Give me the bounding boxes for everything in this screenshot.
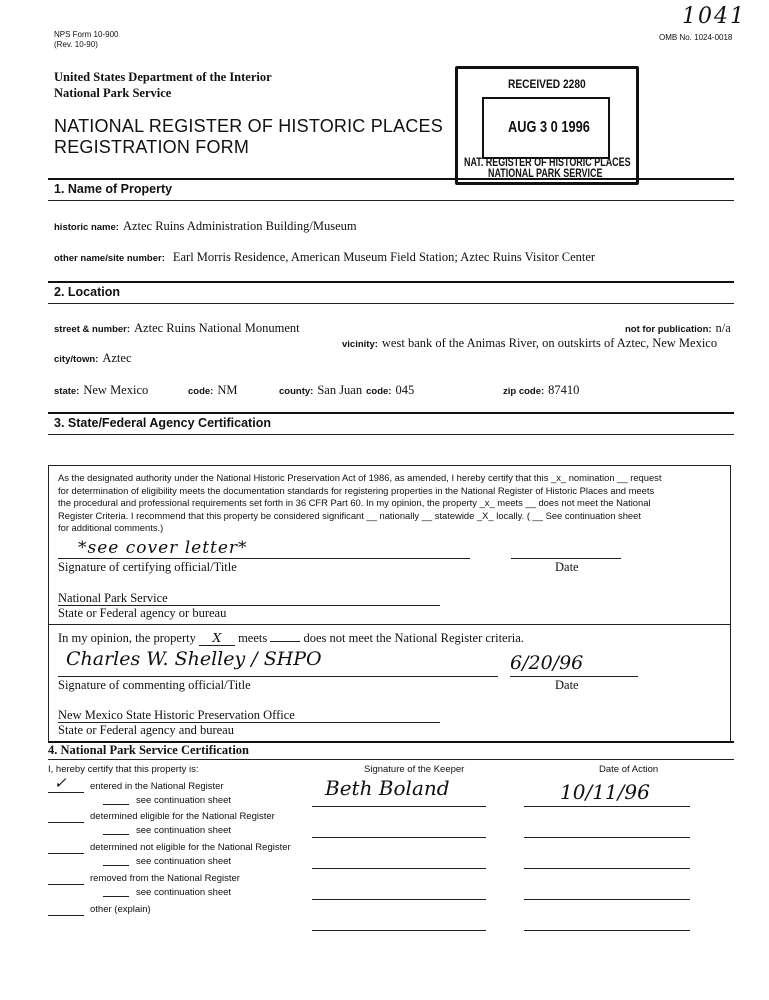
entered-checkmark: ✓	[54, 774, 67, 792]
stamp-received: RECEIVED 2280	[508, 77, 586, 91]
action-line-5	[524, 930, 690, 931]
section1-title-rule	[48, 200, 734, 201]
vicinity-label: vicinity:	[342, 339, 378, 350]
certifying-date-label: Date	[555, 560, 579, 574]
service-name: National Park Service	[54, 86, 172, 100]
keeper-line-3	[312, 868, 486, 869]
county-code-value: 045	[395, 383, 415, 397]
keeper-label: Signature of the Keeper	[364, 764, 465, 775]
historic-name-value: Aztec Ruins Administration Building/Museum	[122, 219, 357, 233]
stamp-date: AUG 3 0 1996	[508, 119, 590, 136]
vicinity-row	[342, 334, 717, 352]
opinion-meets: meets	[238, 631, 268, 645]
section4-intro: I, hereby certify that this property is:	[48, 764, 199, 775]
keeper-line-5	[312, 930, 486, 931]
received-stamp	[455, 66, 639, 185]
form-revision: (Rev. 10-90)	[54, 40, 98, 49]
street-row	[54, 319, 300, 337]
state-code-row	[188, 381, 238, 399]
state-code-label: code:	[188, 386, 214, 397]
item-entered-label: entered in the National Register	[90, 781, 224, 792]
entered-blank[interactable]	[48, 792, 84, 793]
keeper-line-4	[312, 899, 486, 900]
section2-title: 2. Location	[54, 285, 120, 299]
street-label: street & number:	[54, 324, 131, 335]
entered-continuation-label: see continuation sheet	[136, 795, 232, 806]
section3-title-rule	[48, 434, 734, 435]
opinion-row	[58, 630, 524, 646]
section4-title: 4. National Park Service Certification	[48, 743, 249, 757]
eligible-continuation-blank[interactable]	[103, 834, 129, 835]
not-for-publication-value: n/a	[715, 321, 731, 335]
section2-top-rule	[48, 281, 734, 283]
county-value: San Juan	[317, 383, 363, 397]
item-removed-label: removed from the National Register	[90, 873, 240, 884]
commenting-date-label: Date	[555, 678, 579, 692]
removed-continuation-blank[interactable]	[103, 896, 129, 897]
omb-number: OMB No. 1024-0018	[659, 33, 733, 42]
stamp-line2: NATIONAL PARK SERVICE	[488, 168, 603, 180]
commenting-date: 6/20/96	[510, 652, 584, 674]
action-date-label: Date of Action	[599, 764, 659, 775]
cert-line-5: for additional comments.)	[58, 522, 164, 533]
entered-continuation-blank[interactable]	[103, 804, 129, 805]
section1-title: 1. Name of Property	[54, 182, 173, 196]
action-line-1	[524, 806, 690, 807]
action-date: 10/11/96	[560, 780, 650, 804]
action-line-2	[524, 837, 690, 838]
item-not-eligible-label: determined not eligible for the National Register	[90, 842, 291, 853]
other-name-value: Earl Morris Residence, American Museum Field Station; Aztec Ruins Visitor Center	[172, 250, 596, 264]
vicinity-value: west bank of the Animas River, on outskirts of Aztec, New Mexico	[381, 336, 718, 350]
form-title-line2: REGISTRATION FORM	[54, 137, 250, 157]
not-eligible-continuation-label: see continuation sheet	[136, 856, 232, 867]
handwritten-cover-note: *see cover letter*	[78, 538, 248, 558]
removed-continuation-label: see continuation sheet	[136, 887, 232, 898]
agency1-label: State or Federal agency or bureau	[58, 606, 227, 620]
not-eligible-blank[interactable]	[48, 853, 84, 854]
item-other-label: other (explain)	[90, 904, 151, 915]
eligible-blank[interactable]	[48, 822, 84, 823]
certifying-signature-line	[58, 558, 470, 559]
cert-line-1: As the designated authority under the National Historic Preservation Act of 1986, as amended, I hereby certify that this _x_ nomination __ request	[58, 472, 662, 483]
form-number: NPS Form 10-900	[54, 30, 119, 39]
action-line-3	[524, 868, 690, 869]
keeper-line-2	[312, 837, 486, 838]
county-label: county:	[279, 386, 314, 397]
keeper-signature: Beth Boland	[325, 776, 450, 800]
action-line-4	[524, 899, 690, 900]
item-eligible-label: determined eligible for the National Register	[90, 811, 275, 822]
state-label: state:	[54, 386, 80, 397]
handwritten-number: 1041	[682, 4, 746, 29]
city-value: Aztec	[102, 351, 132, 365]
opinion-prefix: In my opinion, the property	[58, 631, 196, 645]
zip-row	[503, 381, 579, 399]
section2-title-rule	[48, 303, 734, 304]
agency2-value: New Mexico State Historic Preservation Office	[58, 708, 295, 722]
certifying-date-line	[511, 558, 621, 559]
other-name-label: other name/site number:	[54, 253, 165, 264]
agency1-value: National Park Service	[58, 591, 168, 605]
removed-blank[interactable]	[48, 884, 84, 885]
commenting-signature: Charles W. Shelley / SHPO	[66, 648, 322, 670]
state-code-value: NM	[217, 383, 238, 397]
historic-name-row	[54, 217, 357, 235]
section3-title: 3. State/Federal Agency Certification	[54, 416, 271, 430]
historic-name-label: historic name:	[54, 222, 119, 233]
zip-value: 87410	[548, 383, 580, 397]
certifying-signature-label: Signature of certifying official/Title	[58, 560, 237, 574]
opinion-mark: X	[199, 630, 235, 646]
opinion-blank	[270, 631, 300, 642]
opinion-rest: does not meet the National Register criteria.	[303, 631, 524, 645]
county-row	[279, 381, 414, 399]
section3-top-rule	[48, 412, 734, 414]
other-blank[interactable]	[48, 915, 84, 916]
certification-statement	[58, 472, 718, 535]
commenting-signature-label: Signature of commenting official/Title	[58, 678, 251, 692]
agency2-label: State or Federal agency and bureau	[58, 723, 234, 737]
city-row	[54, 349, 132, 367]
eligible-continuation-label: see continuation sheet	[136, 825, 232, 836]
keeper-line-1	[312, 806, 486, 807]
not-eligible-continuation-blank[interactable]	[103, 865, 129, 866]
state-row	[54, 381, 148, 399]
department-name: United States Department of the Interior	[54, 70, 272, 84]
county-code-label: code:	[366, 386, 392, 397]
state-value: New Mexico	[83, 383, 149, 397]
certification-divider	[48, 624, 730, 625]
street-value: Aztec Ruins National Monument	[134, 321, 300, 335]
section1-top-rule	[48, 178, 734, 180]
not-for-publication-label: not for publication:	[625, 324, 712, 335]
other-name-row	[54, 248, 595, 266]
cert-line-4: Register Criteria. I recommend that this property be considered significant __ nationally __ statewide _X_ locally. ( __ See continuation sheet	[58, 509, 641, 521]
stamp-line1: NAT. REGISTER OF HISTORIC PLACES	[464, 157, 631, 169]
cert-line-2: for determination of eligibility meets the documentation standards for registering properties in the National Register of Historic Places and meets	[58, 484, 655, 496]
city-label: city/town:	[54, 354, 99, 365]
cert-line-3: the procedural and professional requirements set forth in 36 CFR Part 60. In my opinion, the property _x_ meets __ does not meet the National	[58, 497, 651, 508]
form-title-line1: NATIONAL REGISTER OF HISTORIC PLACES	[54, 116, 443, 136]
zip-label: zip code:	[503, 386, 545, 397]
section4-title-rule	[48, 759, 734, 760]
commenting-signature-line	[58, 676, 498, 677]
commenting-date-line	[510, 676, 638, 677]
stamp-date-box	[482, 97, 610, 159]
